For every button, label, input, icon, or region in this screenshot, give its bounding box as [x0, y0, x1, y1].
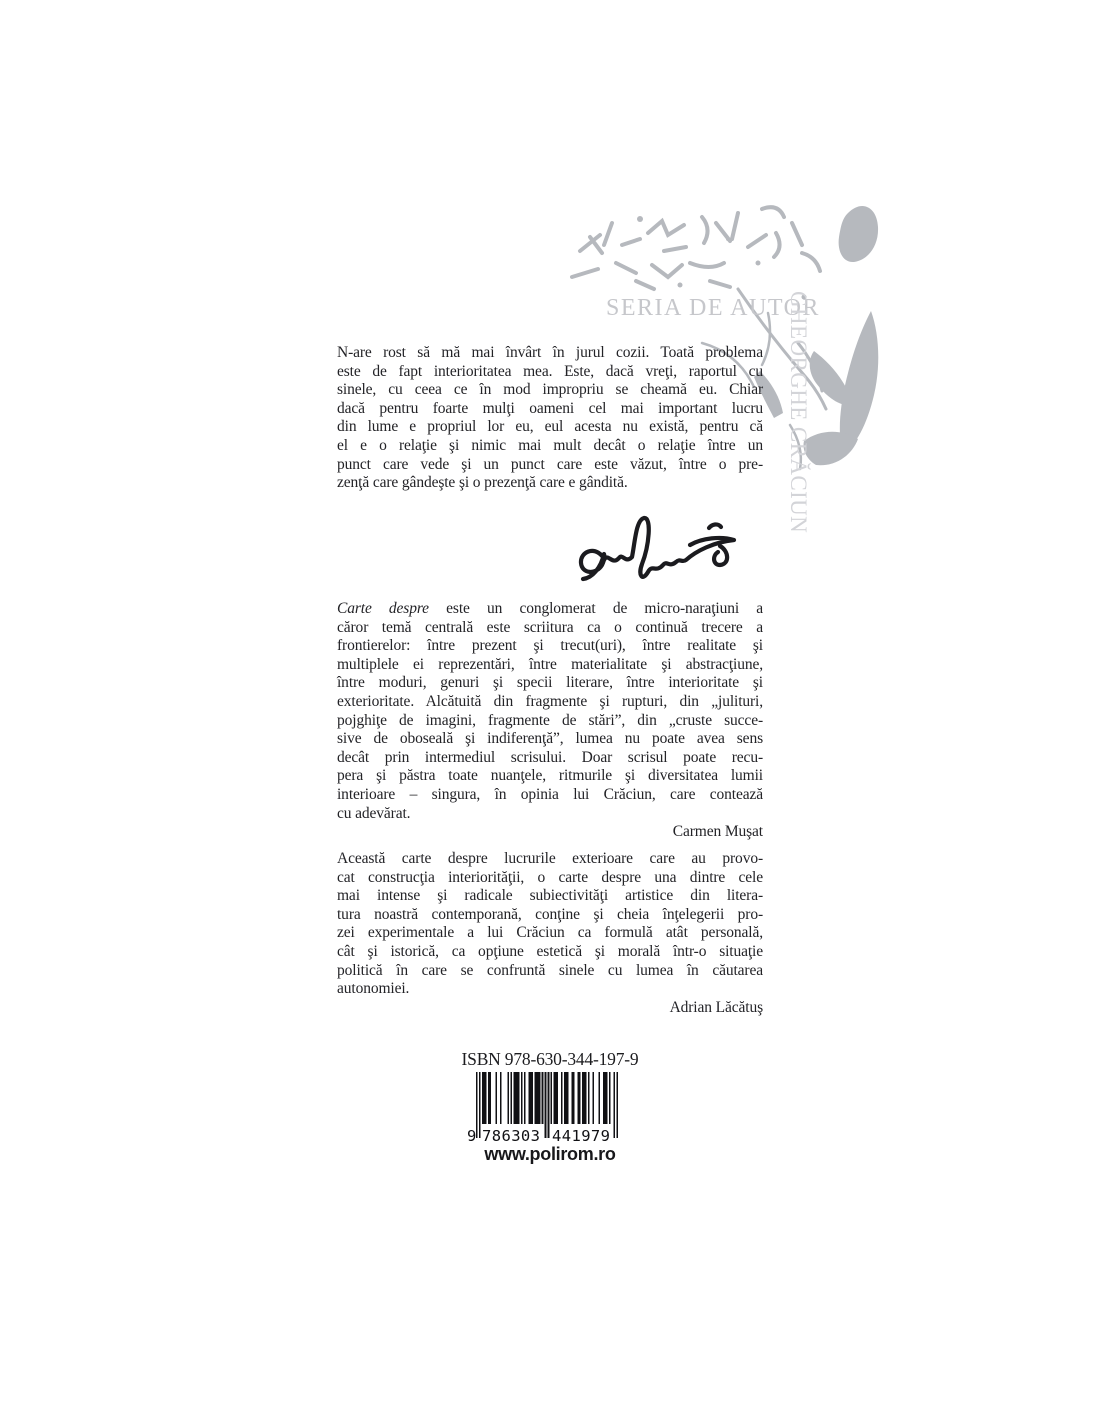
deco-blob-low: [804, 432, 859, 465]
deco-blob-leaf: [810, 351, 852, 405]
blurb-lines: Această carte despre lucrurile exterioare care au provo- cat construcţia interiorităţii, o carte despre una dintre cele mai intense şi radicale subiectivităţi artistice din litera- tura noastră contemporană, conţine şi cheia înţelegerii pro- zei experimentale a lui Crăciun ca formulă atât personală, cât şi istorică, ca opţiune estetică şi morală într-o situaţie politică în care se confruntă sinele cu lumea în căutarea autonomiei.: [337, 850, 763, 998]
barcode-digits-right: 441979: [552, 1127, 610, 1143]
attribution-adrian-lacatus: Adrian Lăcătuş: [669, 998, 763, 1016]
isbn-label: ISBN 978-630-344-197-9: [461, 1049, 639, 1069]
excerpt-paragraph: N-are rost să mă mai învârt în jurul cozii. Toată problema este de fapt interioritatea mea. Este, dacă vreţi, raportul cu sinele, cu ceea ce în mod impropriu se cheamă eu. Chiar dacă pentru foarte mulţi oameni cel mai important lucru din lume e propriul lor eu, eul acesta nu există, pentru că el e o relaţie şi nimic mai mult decât o relaţie între un punct care vede şi un punct care este văzut, între o pre- zenţă care gândeşte şi o prezenţă care e gândită.: [337, 344, 763, 492]
ean-barcode: [467, 1072, 618, 1143]
deco-blob-top: [839, 206, 878, 262]
barcode-digit-first: 9: [467, 1127, 477, 1143]
blurb-adrian-lacatus: [337, 850, 763, 1017]
author-name-vertical: GHEORGHE CRĂCIUN: [786, 291, 811, 534]
blurb-carmen-musat: [337, 600, 763, 842]
attribution-carmen-musat: Carmen Muşat: [672, 823, 763, 841]
series-label: SERIA DE AUTOR: [606, 295, 820, 321]
author-signature-icon: [568, 504, 768, 592]
deco-blob-tall: [840, 311, 878, 453]
publisher-website-url: www.polirom.ro: [484, 1144, 616, 1164]
blurb-lines: Carte despre este un conglomerat de micro-naraţiuni a căror temă centrală este scriitura ca o continuă trecere a frontierelor: între prezent şi trecut(uri), între realitate şi multiplele ei reprezentări, între materialitate şi abstracţiune, între moduri, genuri şi specii literare, între interioritate şi exterioritate. Alcătuită din fragmente şi rupturi, din „julituri, pojghiţe de imagini, fragmente de stări”, din „cruste succe- sive de oboseală şi indiferenţă”, lumea nu poate avea sens decât prin intermediul scrisului. Doar scrisul poate recu- pera şi păstra toate nuanţele, ritmurile şi diversitatea lumii interioare – singura, în opinia lui Crăciun, care contează cu adevărat.: [337, 600, 763, 822]
barcode-digits-left: 786303: [482, 1127, 540, 1143]
